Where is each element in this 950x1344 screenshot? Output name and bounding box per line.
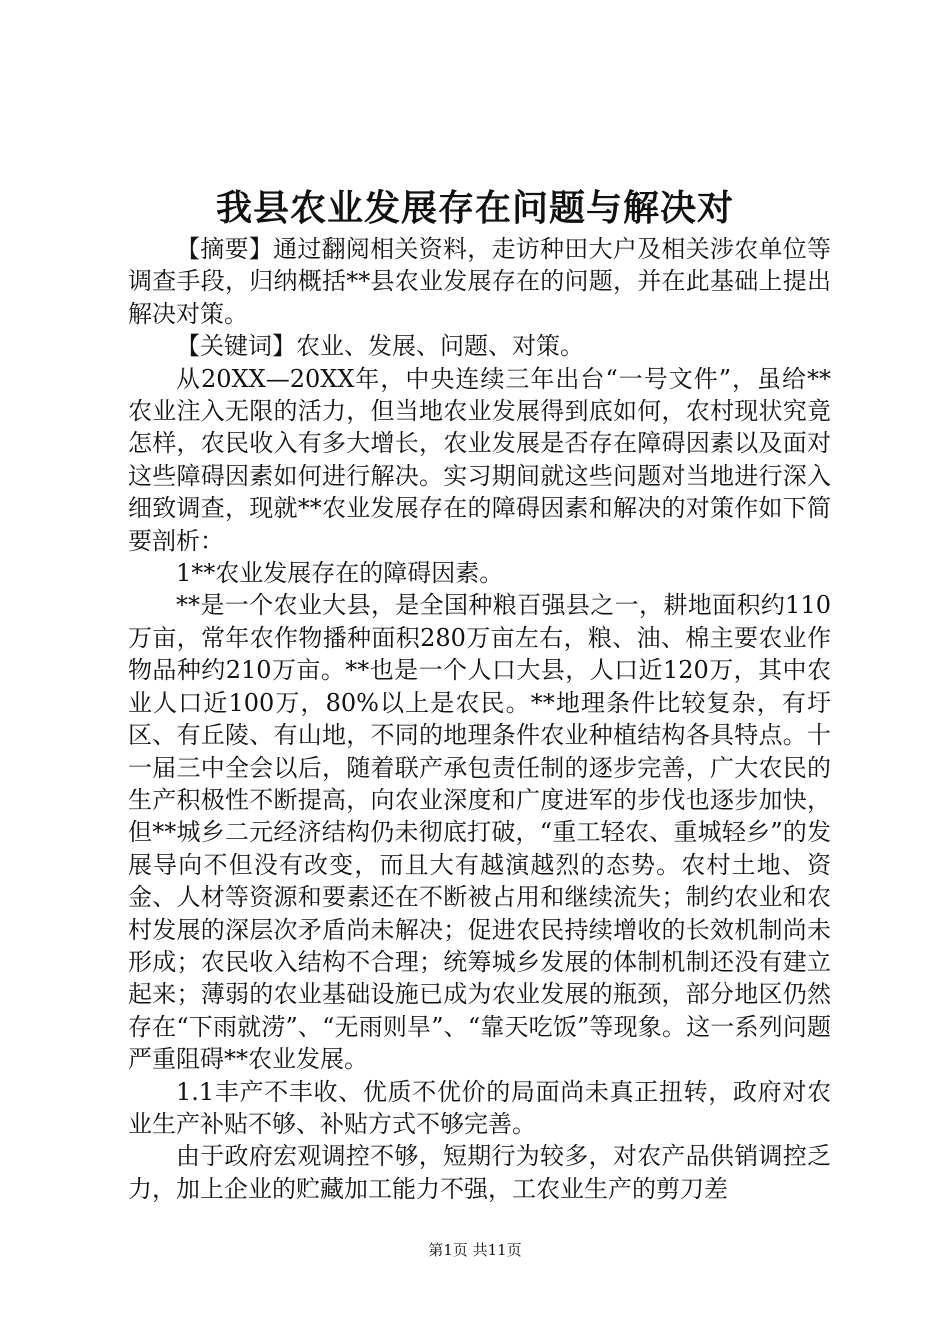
body-paragraph: 由于政府宏观调控不够，短期行为较多，对农产品供销调控乏力，加上企业的贮藏加工能力不强，工农业生产的剪刀差 [128, 1142, 831, 1203]
body-paragraph: **是一个农业大县，是全国种粮百强县之一，耕地面积约110万亩，常年农作物播种面积280万亩左右，粮、油、棉主要农业作物品种约210万亩。**也是一个人口大县，人口近120万，其中农业人口近100万，80%以上是农民。**地理条件比较复杂，有圩区、有丘陵、有山地，不同的地理条件农业种植结构各具特点。十一届三中全会以后，随着联产承包责任制的逐步完善，广大农民的生产积极性不断提高，向农业深度和广度进军的步伐也逐步加快，但**城乡二元经济结构仍未彻底打破，“重工轻农、重城轻乡”的发展导向不但没有改变，而且大有越演越烈的态势。农村土地、资金、人材等资源和要素还在不断被占用和继续流失；制约农业和农村发展的深层次矛盾尚未解决；促进农民持续增收的长效机制尚未形成；农民收入结构不合理；统筹城乡发展的体制机制还没有建立起来；薄弱的农业基础设施已成为农业发展的瓶颈，部分地区仍然存在“下雨就涝”、“无雨则旱”、“靠天吃饭”等现象。这一系列问题严重阻碍**农业发展。 [128, 591, 831, 1074]
subsection-heading: 1.1丰产不丰收、优质不优价的局面尚未真正扭转，政府对农业生产补贴不够、补贴方式不够完善。 [128, 1077, 831, 1138]
section-heading: 1**农业发展存在的障碍因素。 [176, 559, 504, 588]
document-body [128, 233, 831, 1205]
keywords-paragraph: 【关键词】农业、发展、问题、对策。 [176, 332, 584, 361]
page-number-footer: 第1页 共11页 [428, 1241, 522, 1259]
document-title: 我县农业发展存在问题与解决对 [215, 187, 734, 229]
abstract-paragraph: 【摘要】通过翻阅相关资料，走访种田大户及相关涉农单位等调查手段，归纳概括**县农业发展存在的问题，并在此基础上提出解决对策。 [128, 235, 831, 328]
body-paragraph: 从20XX—20XX年，中央连续三年出台“一号文件”，虽给**农业注入无限的活力，但当地农业发展得到底如何，农村现状究竟怎样，农民收入有多大增长，农业发展是否存在障碍因素以及面对这些障碍因素如何进行解决。实习期间就这些问题对当地进行深入细致调查，现就**农业发展存在的障碍因素和解决的对策作如下简要剖析： [128, 364, 831, 555]
